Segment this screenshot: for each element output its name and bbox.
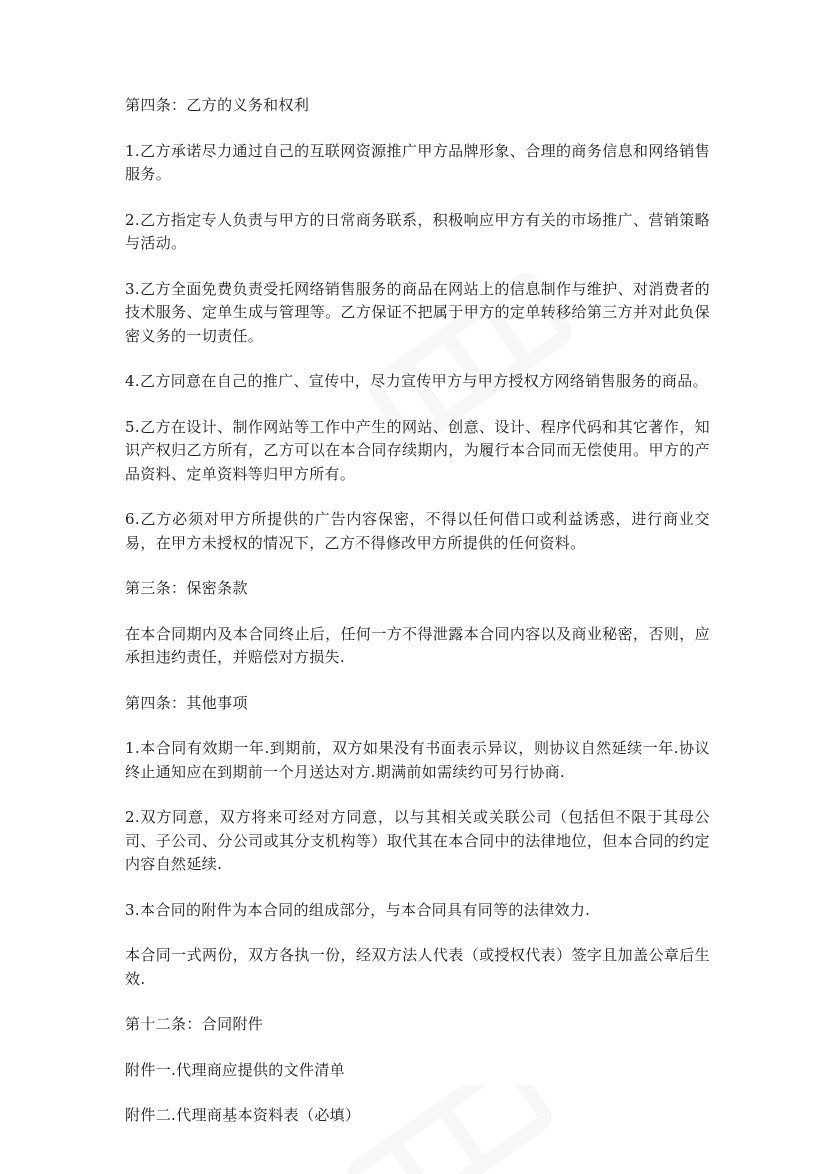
attachment-2: 附件二.代理商基本资料表（必填） xyxy=(125,1106,361,1124)
copies-statement: 本合同一式两份，双方各执一份，经双方法人代表（或授权代表）签字且加盖公章后生效. xyxy=(125,946,710,988)
clause-4-4: 4.乙方同意在自己的推广、宣传中，尽力宣传甲方与甲方授权方网络销售服务的商品。 xyxy=(125,372,708,390)
misc-clause-2: 2.双方同意，双方将来可经对方同意，以与其相关或关联公司（包括但不限于其母公司、子公司、分公司或其分支机构等）取代其在本合同中的法律地位，但本合同的约定内容自然延续. xyxy=(125,808,710,873)
heading-article-4-obligations: 第四条：乙方的义务和权利 xyxy=(125,96,310,114)
clause-4-3: 3.乙方全面免费负责受托网络销售服务的商品在网站上的信息制作与维护、对消费者的技术服务、定单生成与管理等。乙方保证不把属于甲方的定单转移给第三方并对此负保密义务的一切责任。 xyxy=(125,279,710,345)
document-body xyxy=(125,94,710,1150)
clause-4-2: 2.乙方指定专人负责与甲方的日常商务联系，积极响应甲方有关的市场推广、营销策略与活动。 xyxy=(125,210,710,252)
misc-clause-1: 1.本合同有效期一年.到期前，双方如果没有书面表示异议，则协议自然延续一年.协议终止通知应在到期前一个月送达对方.期满前如需续约可另行协商. xyxy=(125,739,710,781)
heading-article-4-misc: 第四条：其他事项 xyxy=(125,693,248,712)
clause-4-6: 6.乙方必须对甲方所提供的广告内容保密，不得以任何借口或利益诱惑，进行商业交易，在甲方未授权的情况下，乙方不得修改甲方所提供的任何资料。 xyxy=(125,510,710,552)
confidentiality-text: 在本合同期内及本合同终止后，任何一方不得泄露本合同内容以及商业秘密，否则，应承担违约责任，并赔偿对方损失. xyxy=(125,624,710,666)
heading-article-3-confidentiality: 第三条：保密条款 xyxy=(125,579,248,597)
attachment-1: 附件一.代理商应提供的文件清单 xyxy=(125,1060,346,1079)
clause-4-1: 1.乙方承诺尽力通过自己的互联网资源推广甲方品牌形象、合理的商务信息和网络销售服务。 xyxy=(125,141,710,183)
heading-article-12-attachments: 第十二条：合同附件 xyxy=(125,1015,264,1033)
clause-4-5: 5.乙方在设计、制作网站等工作中产生的网站、创意、设计、程序代码和其它著作，知识产权归乙方所有，乙方可以在本合同存续期内，为履行本合同而无偿使用。甲方的产品资料、定单资料等归甲方所有。 xyxy=(125,417,710,483)
misc-clause-3: 3.本合同的附件为本合同的组成部分，与本合同具有同等的法律效力. xyxy=(125,900,591,919)
